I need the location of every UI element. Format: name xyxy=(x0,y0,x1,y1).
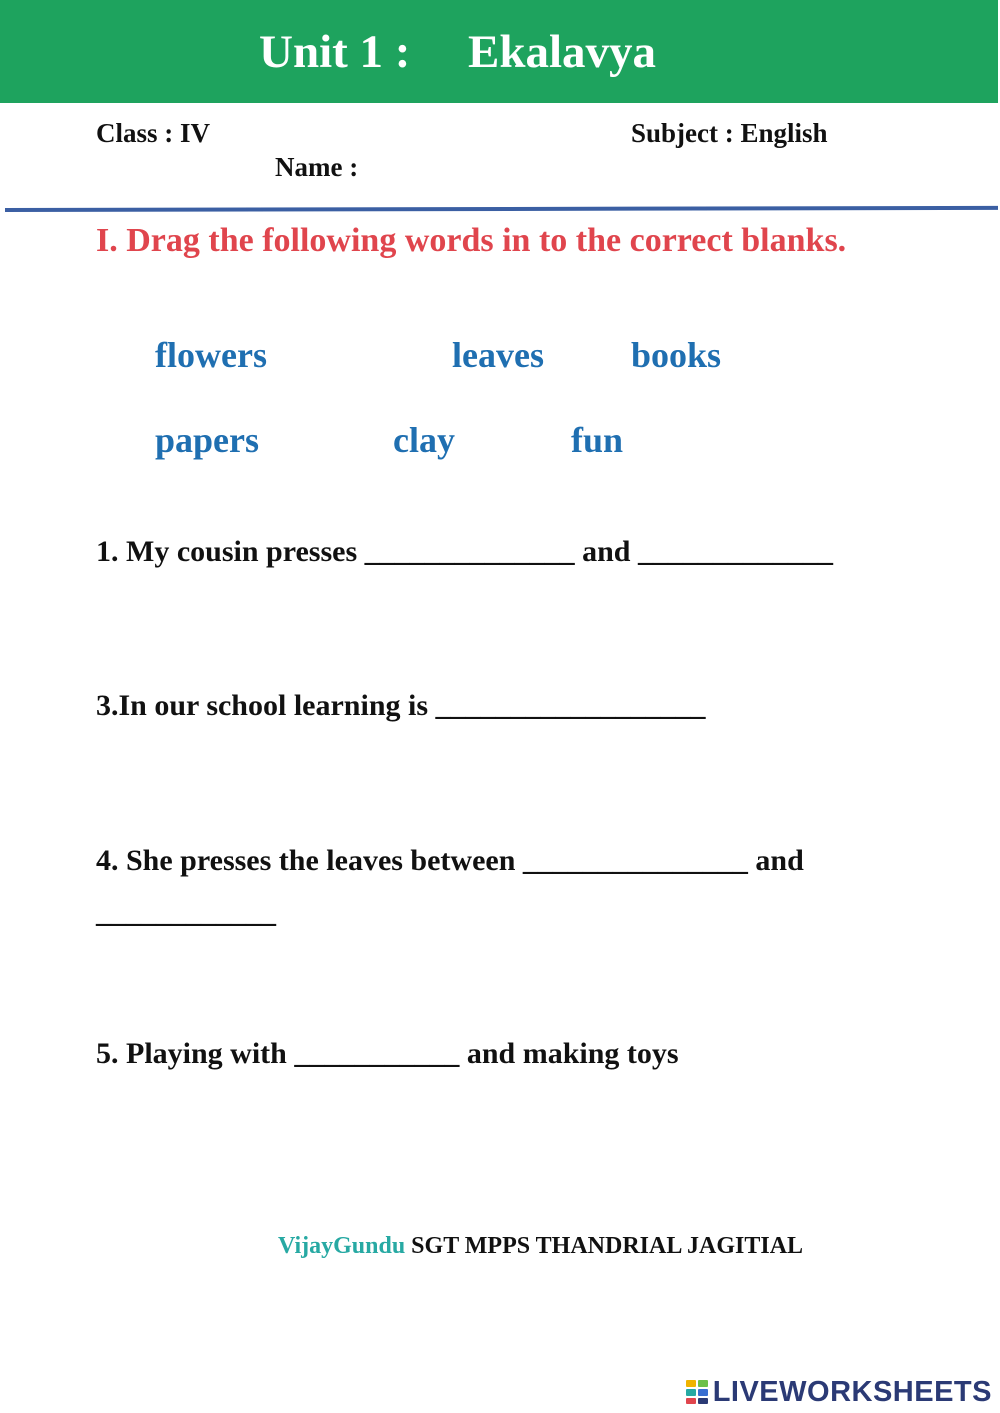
word-chip-leaves[interactable]: leaves xyxy=(452,335,544,375)
question-1-blank-1[interactable]: ______________ xyxy=(364,535,575,568)
brand-name: LIVEWORKSHEETS xyxy=(712,1375,992,1408)
instruction-text: I. Drag the following words in to the correct blanks. xyxy=(96,222,847,259)
question-1-blank-2[interactable]: _____________ xyxy=(638,535,833,568)
worksheet-title: Ekalavya xyxy=(468,26,657,78)
question-4-blank-2[interactable]: ____________ xyxy=(96,896,276,929)
question-4-connector: and xyxy=(747,844,804,877)
question-4-blank-1[interactable]: _______________ xyxy=(522,844,748,877)
question-5-ending: and making toys xyxy=(459,1037,679,1070)
question-1 xyxy=(96,526,916,578)
unit-label: Unit 1 : xyxy=(259,26,411,78)
name-label: Name : xyxy=(275,152,359,182)
question-3 xyxy=(96,680,916,732)
question-4-text: 4. She presses the leaves between xyxy=(96,844,523,877)
school-name: SGT MPPS THANDRIAL JAGITIAL xyxy=(405,1233,804,1259)
question-3-blank-1[interactable]: __________________ xyxy=(435,689,706,722)
footer-credit xyxy=(278,1230,803,1262)
question-3-text: 3.In our school learning is xyxy=(96,689,436,722)
author-name: VijayGundu xyxy=(278,1233,406,1259)
question-5 xyxy=(96,1028,916,1080)
question-5-text: 5. Playing with xyxy=(96,1037,295,1070)
question-1-text: 1. My cousin presses xyxy=(96,535,365,568)
divider-line xyxy=(5,206,998,212)
word-chip-fun[interactable]: fun xyxy=(571,420,624,460)
class-label: Class : IV xyxy=(96,118,211,148)
word-chip-papers[interactable]: papers xyxy=(155,420,260,460)
liveworksheets-logo[interactable] xyxy=(685,1374,992,1410)
question-4 xyxy=(96,835,916,939)
word-chip-books[interactable]: books xyxy=(631,335,722,375)
header-banner xyxy=(0,0,998,103)
word-chip-flowers[interactable]: flowers xyxy=(155,335,267,375)
subject-label: Subject : English xyxy=(631,118,828,148)
liveworksheets-logo-icon xyxy=(685,1379,709,1405)
word-chip-clay[interactable]: clay xyxy=(393,420,455,460)
question-1-connector: and xyxy=(574,535,638,568)
question-5-blank-1[interactable]: ___________ xyxy=(294,1037,460,1070)
